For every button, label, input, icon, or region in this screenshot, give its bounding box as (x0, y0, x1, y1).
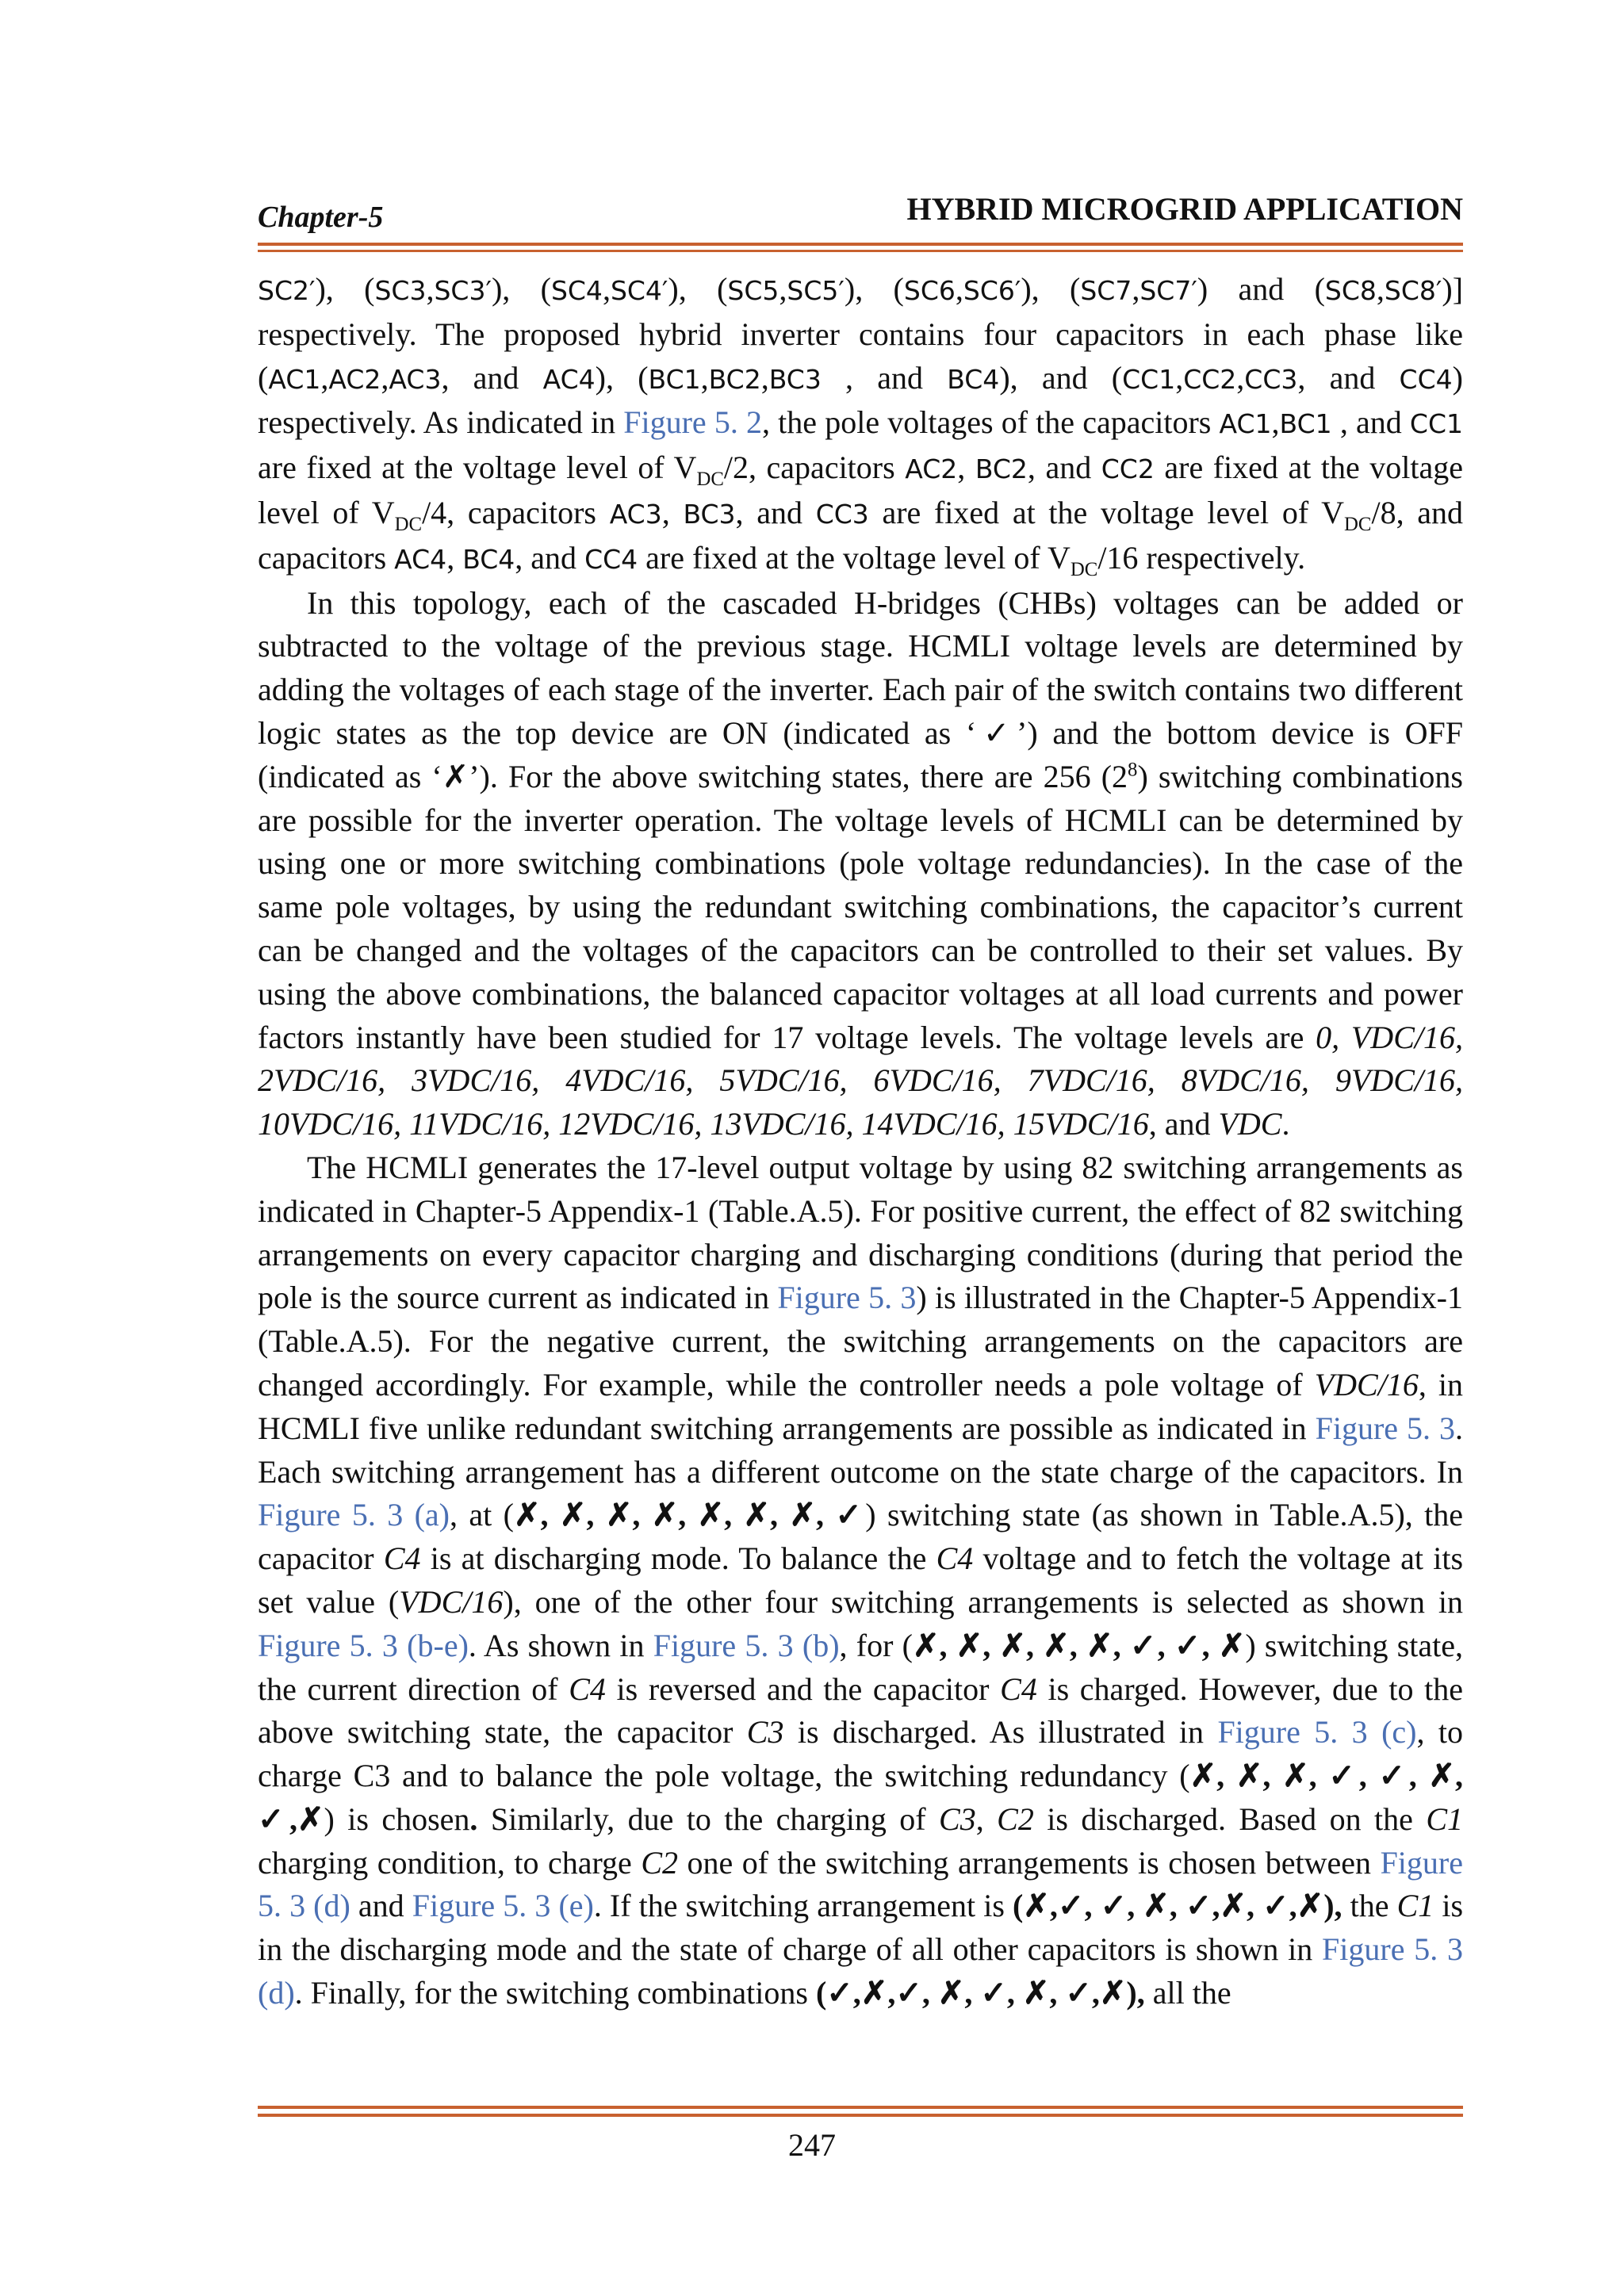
text: , in HCMLI five unlike redundant switching arrangements are possible as indicated in (258, 1366, 1463, 1446)
figure-link[interactable]: Figure 5. 3 (e) (412, 1888, 594, 1924)
text: , for ( (839, 1627, 913, 1663)
text: ), ( (491, 271, 551, 307)
cap-ac2: AC2 (905, 453, 958, 485)
figure-link[interactable]: Figure 5. 3 (777, 1280, 917, 1316)
figure-link[interactable]: Figure 5. 3 (a) (258, 1497, 450, 1533)
footer-rule (258, 2106, 1463, 2117)
cap-sc8p: SC8′ (1384, 275, 1442, 306)
text: ), ( (595, 359, 649, 396)
cap-cc4: CC4 (1399, 363, 1453, 395)
text: /16 respectively. (1097, 539, 1306, 576)
cap-sc6: SC6 (903, 275, 956, 306)
cap-ac2: AC2 (328, 363, 381, 395)
text: . Finally, for the switching combinations (294, 1975, 816, 2011)
cap-bc4: BC4 (947, 363, 1000, 395)
cap-ac3: AC3 (389, 363, 442, 395)
cap-sc7: SC7 (1080, 275, 1132, 306)
body-text (258, 268, 1463, 2015)
text: charging condition, to charge (258, 1844, 642, 1881)
switch-state: ✗, ✗, ✗, ✓, ✓, ✗, ✓,✗ (258, 1758, 1463, 1837)
text: ), ( (844, 271, 904, 307)
figure-link[interactable]: Figure 5. 3 (c) (1217, 1714, 1417, 1751)
cap-c1: C1 (1426, 1800, 1464, 1837)
text: ) respectively. As indicated in (258, 359, 1463, 441)
text: )] respectively. The proposed hybrid inverter contains four capacitors in each phase like ( (258, 271, 1464, 396)
text: , at ( (450, 1497, 514, 1533)
text: is at discharging mode. To balance the (420, 1540, 936, 1577)
switch-state: (✓,✗,✓, ✗, ✓, ✗, ✓,✗), (815, 1975, 1145, 2011)
text: In this topology, each of the cascaded H-bridges (CHBs) voltages can be added or subtracted to the voltage of the previous stage. HCMLI voltage levels are determined by adding the voltages of each stage of the inverter. Each pair of the switch contains two different logic states as the top device are ON (indicated as ‘✓’) and the bottom device is OFF (indicated as ‘✗’). For the above switching states, there are 256 (2 (258, 584, 1463, 794)
voltage-levels: 0, VDC/16, 2VDC/16, 3VDC/16, 4VDC/16, 5VDC/16, 6VDC/16, 7VDC/16, 8VDC/16, 9VDC/16, 10VDC/16, 11VDC/16, 12VDC/16, 13VDC/16, 14VDC/16, 15VDC/16 (258, 1019, 1463, 1142)
cap-sc2p: SC2′ (258, 275, 316, 306)
text: The HCMLI generates the 17-level output voltage by using 82 switching arrangements as indicated in Chapter-5 Appendix-1 (Table.A.5). For positive current, the effect of 82 switching arrangements on every capacitor charging and discharging conditions (during that period the pole is the source current as indicated in (258, 1149, 1463, 1316)
cap-cc1: CC1 (1122, 363, 1176, 395)
cap-bc4: BC4 (462, 543, 515, 575)
figure-link[interactable]: Figure 5. 2 (623, 404, 763, 441)
text: , and (735, 494, 816, 530)
text: are fixed at the voltage level of V (638, 539, 1071, 576)
cap-sc5: SC5 (727, 275, 779, 306)
vdc: VDC (1218, 1106, 1282, 1142)
cap-c4: C4 (383, 1540, 421, 1577)
superscript: 8 (1128, 759, 1138, 781)
cap-bc2: BC2 (975, 453, 1028, 485)
cap-c2: C2 (997, 1800, 1034, 1837)
text: . (469, 1800, 478, 1837)
text: , and (1148, 1106, 1219, 1142)
paragraph-1: SC2′), (SC3,SC3′), (SC4,SC4′), (SC5,SC5′), (SC6,SC6′), (SC7,SC7′) and (SC8,SC8′)] respectively. The proposed hybrid inverter contains four capacitors in each phase like (AC1,AC2,AC3, and AC4), (BC1,BC2,BC3 , and BC4), and (CC1,CC2,CC3, and CC4) respectively. As indicated in Figure 5. 2, the pole voltages of the capacitors AC1,BC1 , and CC1 are fixed at the voltage level of $V_{DC}/2$, capacitors AC2, BC2, and CC2 are fixed at the voltage level of $V_{DC}/4$, capacitors AC3, BC3, and CC3 are fixed at the voltage level of $V_{DC}/8$, and capacitors AC4, BC4, and CC4 are fixed at the voltage level of $V_{DC}/16$ respectively. (258, 271, 1464, 580)
figure-link[interactable]: Figure 5. 3 (d) (258, 1931, 1464, 2011)
subscript: DC (1070, 558, 1098, 580)
text: ), ( (668, 271, 728, 307)
header-rule (258, 243, 1463, 252)
subscript: DC (394, 513, 423, 535)
switch-state: (✗,✓, ✓, ✗, ✓,✗, ✓,✗), (1012, 1888, 1342, 1924)
switch-state: ✗, ✗, ✗, ✗, ✗, ✗, ✗, ✓ (514, 1497, 866, 1533)
cap-ac4: AC4 (542, 363, 596, 395)
switch-state: ✗, ✗, ✗, ✗, ✗, ✓, ✓, ✗ (913, 1627, 1246, 1663)
cap-c4: C4 (1000, 1670, 1037, 1707)
vdc-16: VDC/16 (399, 1583, 504, 1620)
text: are fixed at the voltage level of V (258, 450, 697, 486)
text: is discharged. Based on the (1033, 1800, 1427, 1837)
text: is charged. However, due to the above switching state, the capacitor (258, 1670, 1463, 1751)
subscript: DC (696, 469, 724, 491)
chapter-title: HYBRID MICROGRID APPLICATION (906, 191, 1463, 227)
cap-c4: C4 (936, 1540, 974, 1577)
text: , and (441, 359, 543, 396)
cap-cc1: CC1 (1409, 408, 1463, 440)
cap-sc4: SC4 (550, 275, 603, 306)
text: all the (1144, 1975, 1231, 2011)
text: and (350, 1888, 412, 1924)
cap-cc4: CC4 (584, 543, 638, 575)
text: /8, and capacitors (258, 494, 1464, 576)
figure-link[interactable]: Figure 5. 3 (1315, 1410, 1455, 1446)
cap-c2: C2 (641, 1844, 679, 1881)
cap-sc6p: SC6′ (963, 275, 1021, 306)
text: , and (1331, 404, 1410, 441)
paragraph-3 (258, 1146, 1463, 2015)
page-header (258, 190, 1463, 238)
text: ) and ( (1197, 271, 1325, 307)
cap-sc7p: SC7′ (1139, 275, 1197, 306)
cap-c4: C4 (569, 1670, 606, 1707)
text: . As shown in (468, 1627, 653, 1663)
cap-cc2: CC2 (1183, 363, 1237, 395)
cap-ac3: AC3 (609, 498, 662, 530)
text: , and (1297, 359, 1400, 396)
figure-link[interactable]: Figure 5. 3 (b) (653, 1627, 840, 1663)
text: ), one of the other four switching arrangements is selected as shown in (503, 1583, 1464, 1620)
text: ) switching combinations are possible for the inverter operation. The voltage levels of HCMLI can be determined by using one or more switching combinations (pole voltage redundancies). In the case of the same pole voltages, by using the redundant switching combinations, the capacitor’s current can be changed and the voltages of the capacitors can be controlled to their set values. By using the above combinations, the balanced capacitor voltages at all load currents and power factors instantly have been studied for 17 voltage levels. The voltage levels are (258, 758, 1463, 1055)
text: , and (1027, 450, 1101, 486)
text: , to charge C3 and to balance the pole voltage, the switching redundancy ( (258, 1714, 1463, 1794)
cap-c3: C3 (746, 1714, 784, 1751)
text: /4, capacitors (422, 494, 610, 530)
text: is reversed and the capacitor (605, 1670, 1001, 1707)
text: . If the switching arrangement is (593, 1888, 1013, 1924)
text: /2, capacitors (723, 450, 906, 486)
text: ) is illustrated in the Chapter-5 Appendix-1 (Table.A.5). For the negative current, the switching arrangements on the capacitors are changed accordingly. For example, while the controller needs a pole voltage of (258, 1280, 1463, 1402)
vdc-16: VDC/16 (1314, 1366, 1419, 1402)
cap-sc3: SC3 (374, 275, 427, 306)
cap-bc2: BC2 (708, 363, 761, 395)
cap-c3: C3 (939, 1800, 976, 1837)
cap-sc5p: SC5′ (787, 275, 845, 306)
text: ), and ( (999, 359, 1123, 396)
paragraph-2 (258, 582, 1463, 1146)
text: ), ( (315, 271, 375, 307)
text: , the pole voltages of the capacitors (762, 404, 1220, 441)
text: , and (821, 359, 948, 396)
text: the (1342, 1888, 1397, 1924)
cap-bc1: BC1 (648, 363, 701, 395)
page-number: 247 (788, 2127, 836, 2163)
text: one of the switching arrangements is chosen between (678, 1844, 1381, 1881)
cap-bc1: BC1 (1279, 408, 1332, 440)
cap-cc3: CC3 (1244, 363, 1298, 395)
text: are fixed at the voltage level of V (258, 450, 1464, 530)
text: is discharged. As illustrated in (783, 1714, 1218, 1751)
cap-sc8: SC8 (1324, 275, 1377, 306)
text: ) switching state (as shown in Table.A.5), the capacitor (258, 1497, 1464, 1577)
text: ) switching state, the current direction of (258, 1627, 1464, 1707)
text: is in the discharging mode and the state of charge of all other capacitors is shown in (258, 1888, 1464, 1968)
cap-bc3: BC3 (768, 363, 822, 395)
text: ) is chosen (324, 1800, 470, 1837)
cap-ac1: AC1 (1219, 408, 1272, 440)
figure-link[interactable]: Figure 5. 3 (d) (258, 1844, 1463, 1924)
text: , (975, 1800, 998, 1837)
cap-ac1: AC1 (268, 363, 321, 395)
cap-c1: C1 (1396, 1888, 1434, 1924)
text: , and (515, 539, 585, 576)
text: . Each switching arrangement has a different outcome on the state charge of the capacitors. In (258, 1410, 1463, 1490)
text: Similarly, due to the charging of (477, 1800, 940, 1837)
text: voltage and to fetch the voltage at its set value ( (258, 1540, 1464, 1620)
subscript: DC (1344, 513, 1372, 535)
chapter-label: Chapter-5 (258, 201, 384, 234)
cap-sc3p: SC3′ (434, 275, 492, 306)
text: are fixed at the voltage level of V (868, 494, 1344, 530)
cap-cc3: CC3 (815, 498, 869, 530)
cap-sc4p: SC4′ (610, 275, 668, 306)
figure-link[interactable]: Figure 5. 3 (b-e) (258, 1627, 469, 1663)
cap-ac4: AC4 (394, 543, 447, 575)
text: ), ( (1021, 271, 1081, 307)
cap-bc3: BC3 (683, 498, 736, 530)
cap-cc2: CC2 (1101, 453, 1155, 485)
text: . (1281, 1106, 1290, 1142)
